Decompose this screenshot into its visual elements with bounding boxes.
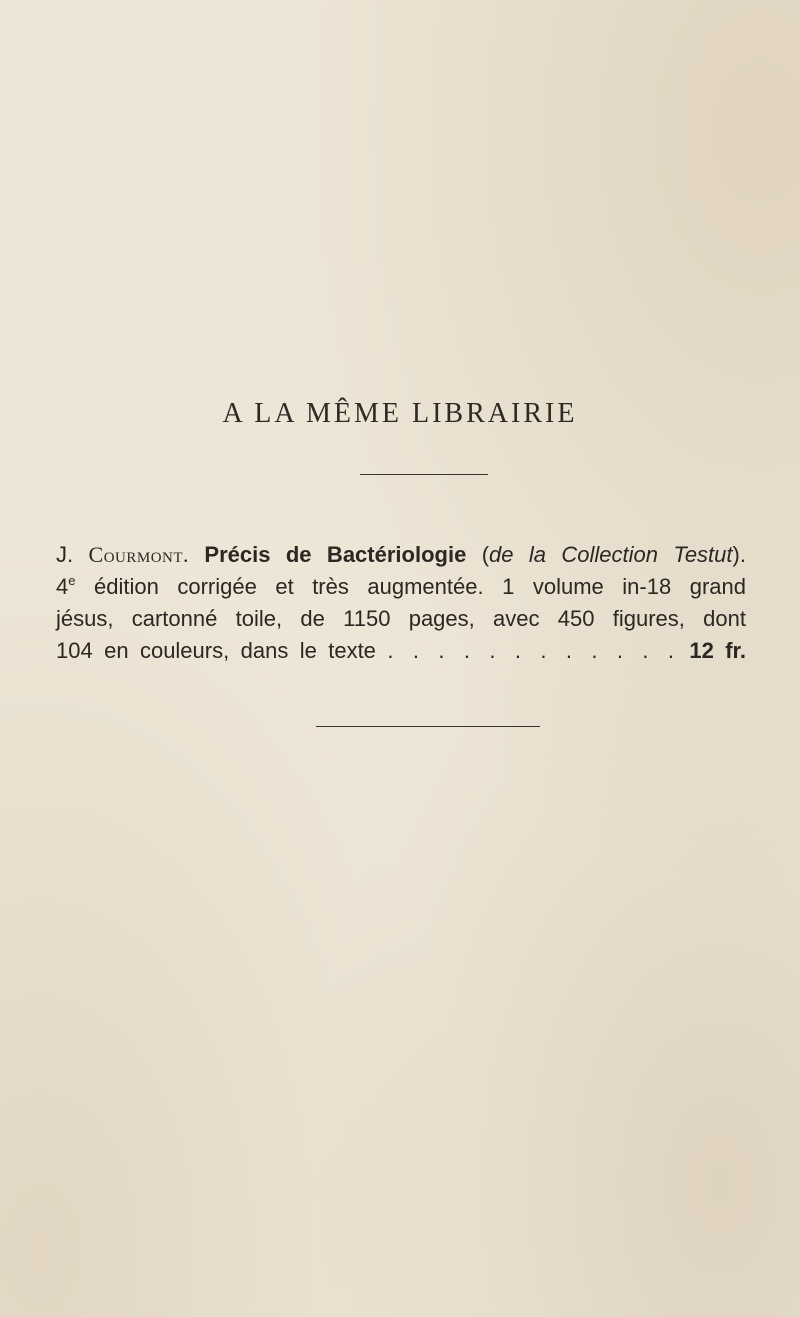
collection-name: de la Collection Testut [489,542,733,567]
catalog-entry [56,539,746,667]
edition-suffix: e [68,573,76,588]
entry-line-1 [56,539,746,571]
author-name: Courmont. [88,542,190,567]
entry-line-4 [56,635,746,667]
bottom-divider [316,726,540,727]
collection-close: ). [732,542,746,567]
author-initial: J. [56,542,74,567]
edition-number: 4 [56,574,69,599]
collection-open: ( [481,542,490,567]
book-title: Précis de Bactériologie [204,542,467,567]
page-heading: A LA MÊME LIBRAIRIE [222,398,578,429]
top-divider [360,474,488,475]
edition-details: édition corrigée et très augmentée. 1 volume in-18 grand [94,574,746,599]
price: 12 fr. [689,638,746,663]
illustration-note: 104 en couleurs, dans le texte [56,638,376,663]
entry-line-3: jésus, cartonné toile, de 1150 pages, avec 450 figures, dont [56,606,746,631]
entry-line-2 [56,571,746,603]
dot-leaders: . . . . . . . . . . . . [387,638,678,663]
